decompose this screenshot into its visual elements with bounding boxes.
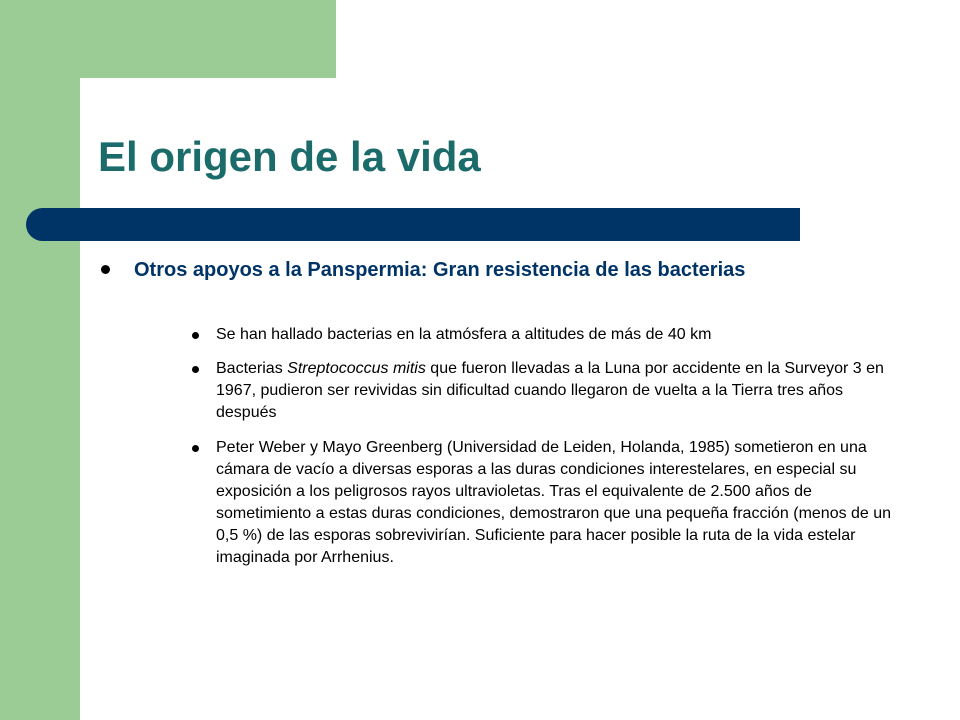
main-bullet-text: Otros apoyos a la Panspermia: Gran resistencia de las bacterias — [134, 259, 746, 281]
bullet-dot-icon — [101, 265, 110, 274]
bullet-dot-icon — [192, 332, 199, 339]
green-side-band — [0, 0, 80, 720]
sub-bullet-surveyor-prefix: Bacterias — [216, 360, 288, 377]
bullet-dot-icon — [192, 445, 199, 452]
sub-bullet-altitude: Se han hallado bacterias en la atmósfera a altitudes de más de 40 km — [216, 326, 712, 343]
bullet-dot-icon — [192, 366, 199, 373]
slide-title: El origen de la vida — [98, 133, 481, 180]
title-underline-bar — [26, 208, 800, 241]
sub-bullet-surveyor — [216, 358, 892, 424]
sub-bullet-surveyor-suffix: que fueron llevadas a la Luna por accidente en la Surveyor 3 en 1967, pudieron ser revividas sin dificultad cuando llegaron de vuelta a la Tierra tres años después — [216, 360, 884, 421]
sub-bullet-weber-greenberg: Peter Weber y Mayo Greenberg (Universidad de Leiden, Holanda, 1985) sometieron en una cámara de vacío a diversas esporas a las duras condiciones interestelares, en especial su exposición a los peligrosos rayos ultravioletas. Tras el equivalente de 2.500 años de sometimiento a estas duras condiciones, demostraron que una pequeña fracción (menos de un 0,5 %) de las esporas sobrevivirían. Suficiente para hacer posible la ruta de la vida estelar imaginada por Arrhenius. — [216, 439, 892, 566]
green-top-band — [80, 0, 336, 78]
species-name: Streptococcus mitis — [287, 360, 426, 377]
